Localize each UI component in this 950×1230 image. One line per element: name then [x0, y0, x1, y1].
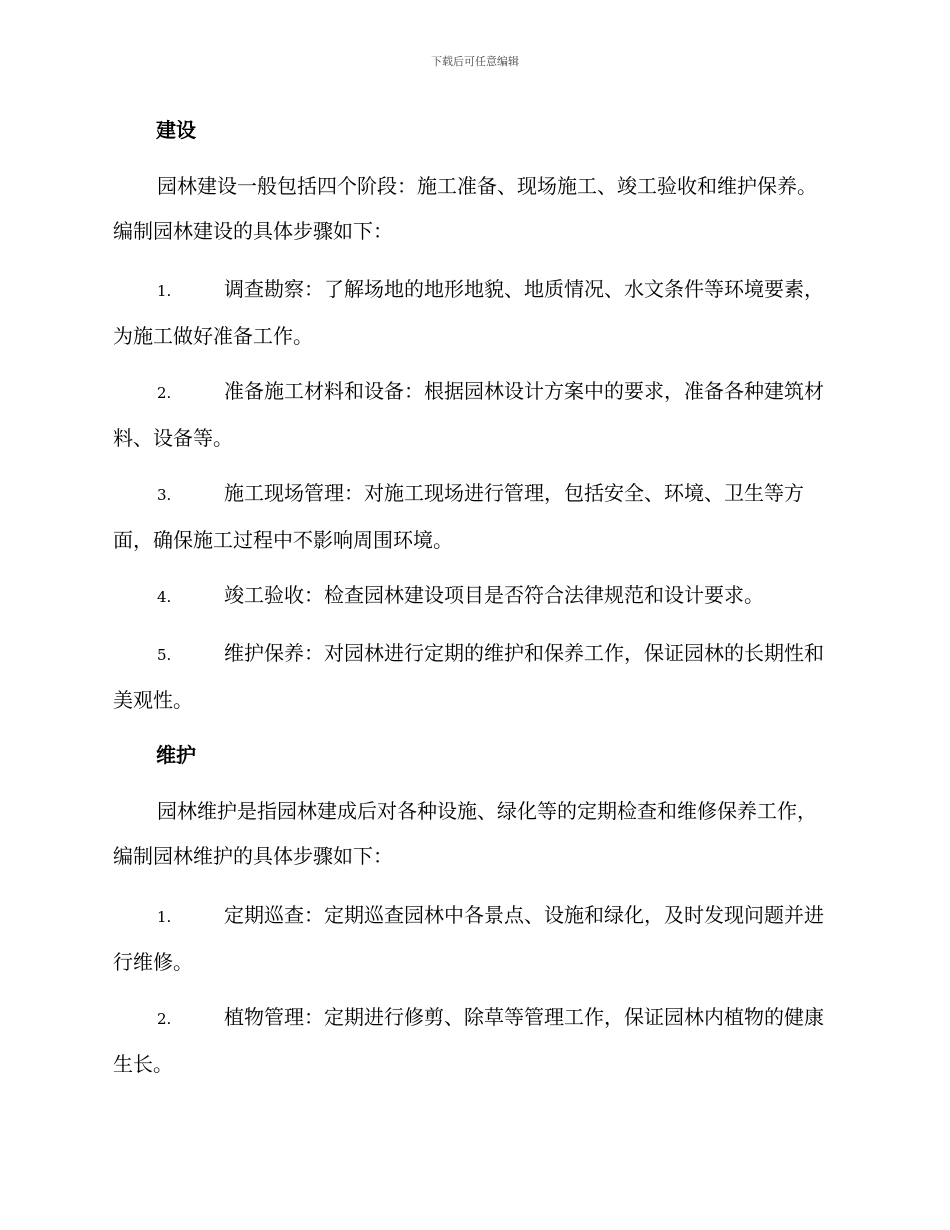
list-item — [113, 267, 835, 359]
section-heading-construction: 建设 — [156, 118, 196, 142]
header-note: 下载后可任意编辑 — [431, 55, 519, 68]
list-item-text: 植物管理：定期进行修剪、除草等管理工作，保证园林内植物的健康生长。 — [113, 1005, 824, 1076]
section-heading-maintenance: 维护 — [156, 743, 196, 767]
list-item-number: 3. — [157, 486, 172, 504]
list-item — [113, 995, 835, 1087]
list-item-text: 准备施工材料和设备：根据园林设计方案中的要求，准备各种建筑材料、设备等。 — [113, 379, 824, 450]
list-item-number: 2. — [157, 384, 172, 402]
list-item-text: 调查勘察：了解场地的地形地貌、地质情况、水文条件等环境要素，为施工做好准备工作。 — [113, 277, 824, 348]
list-item-text: 施工现场管理：对施工现场进行管理，包括安全、环境、卫生等方面，确保施工过程中不影响周围环境。 — [113, 481, 804, 552]
list-item — [113, 893, 835, 985]
list-item-number: 1. — [157, 908, 172, 926]
list-item — [113, 573, 835, 620]
list-item — [113, 471, 835, 563]
list-item-number: 5. — [157, 646, 172, 664]
list-item — [113, 369, 835, 461]
section-intro-construction: 园林建设一般包括四个阶段：施工准备、现场施工、竣工验收和维护保养。编制园林建设的具体步骤如下： — [113, 174, 817, 243]
list-item-number: 4. — [157, 588, 172, 606]
list-item-text: 竣工验收：检查园林建设项目是否符合法律规范和设计要求。 — [224, 583, 764, 607]
list-item-number: 2. — [157, 1010, 172, 1028]
list-item — [113, 631, 835, 723]
list-item-text: 维护保养：对园林进行定期的维护和保养工作，保证园林的长期性和美观性。 — [113, 641, 824, 712]
section-intro-maintenance: 园林维护是指园林建成后对各种设施、绿化等的定期检查和维修保养工作，编制园林维护的具体步骤如下： — [113, 799, 817, 868]
list-item-number: 1. — [157, 282, 172, 300]
list-item-text: 定期巡查：定期巡查园林中各景点、设施和绿化，及时发现问题并进行维修。 — [113, 903, 824, 974]
